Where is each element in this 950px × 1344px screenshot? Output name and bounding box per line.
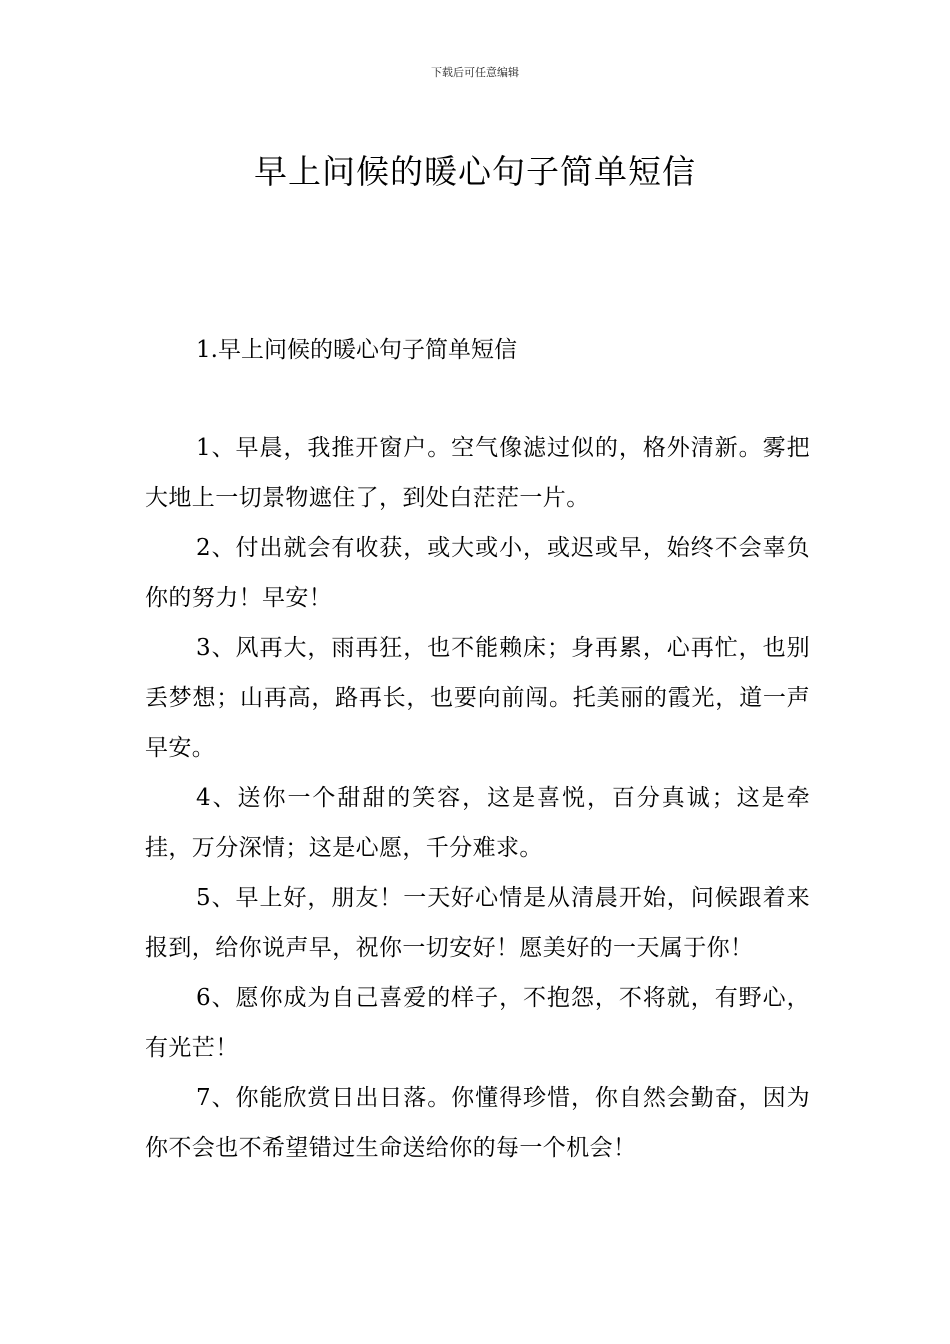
paragraph-6: 6、愿你成为自己喜爱的样子，不抱怨，不将就，有野心，有光芒！ (145, 985, 810, 1061)
section-heading: 1.早上问候的暖心句子简单短信 (196, 337, 517, 363)
paragraph-7: 7、你能欣赏日出日落。你懂得珍惜，你自然会勤奋，因为你不会也不希望错过生命送给你的每一个机会！ (145, 1085, 810, 1161)
paragraph-1: 1、早晨，我推开窗户。空气像滤过似的，格外清新。雾把大地上一切景物遮住了，到处白茫茫一片。 (145, 435, 810, 511)
document-title: 早上问候的暖心句子简单短信 (254, 152, 696, 192)
header-note: 下载后可任意编辑 (431, 66, 519, 79)
paragraph-5: 5、早上好，朋友！一天好心情是从清晨开始，问候跟着来报到，给你说声早，祝你一切安好！愿美好的一天属于你！ (145, 885, 810, 961)
paragraph-4: 4、送你一个甜甜的笑容，这是喜悦，百分真诚；这是牵挂，万分深情；这是心愿，千分难求。 (145, 785, 810, 861)
paragraph-2: 2、付出就会有收获，或大或小，或迟或早，始终不会辜负你的努力！早安！ (145, 535, 810, 611)
paragraph-3: 3、风再大，雨再狂，也不能赖床；身再累，心再忙，也别丢梦想；山再高，路再长，也要向前闯。托美丽的霞光，道一声早安。 (145, 635, 810, 761)
body-text (145, 423, 810, 1173)
